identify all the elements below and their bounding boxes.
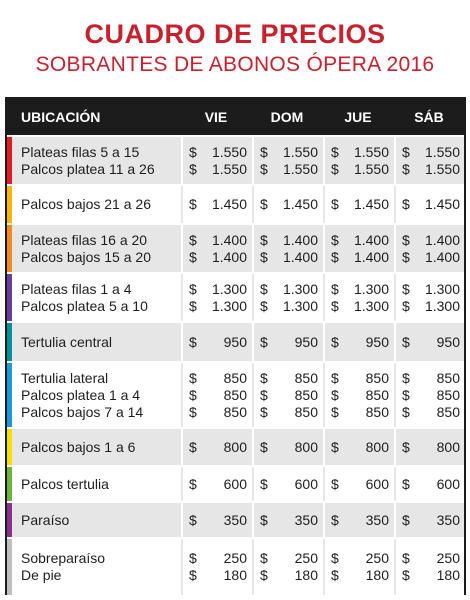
price-value: 800 xyxy=(436,438,460,455)
price-cell xyxy=(252,186,322,223)
price-value: 1.300 xyxy=(424,297,460,314)
currency-symbol: $ xyxy=(189,160,197,177)
price-cell xyxy=(252,429,322,465)
currency-symbol: $ xyxy=(331,280,339,297)
price-value: 800 xyxy=(294,438,318,455)
currency-symbol: $ xyxy=(260,160,268,177)
price-cell xyxy=(323,503,393,537)
price-cell xyxy=(181,363,251,427)
currency-symbol: $ xyxy=(331,386,339,403)
currency-symbol: $ xyxy=(331,550,339,566)
location-cell xyxy=(21,137,179,184)
currency-symbol: $ xyxy=(402,196,410,212)
currency-symbol: $ xyxy=(260,143,268,160)
price-value: 1.550 xyxy=(211,143,247,160)
table-row xyxy=(7,465,464,501)
currency-symbol: $ xyxy=(189,143,197,160)
currency-symbol: $ xyxy=(189,550,197,566)
location-cell xyxy=(21,429,179,465)
location-label: Tertulia central xyxy=(21,333,113,350)
currency-symbol: $ xyxy=(260,550,268,566)
price-value: 180 xyxy=(294,567,318,583)
currency-symbol: $ xyxy=(260,333,268,350)
location-label: Sobreparaíso xyxy=(21,550,106,566)
currency-symbol: $ xyxy=(260,386,268,403)
table-row xyxy=(7,272,464,321)
price-value: 1.300 xyxy=(211,297,247,314)
location-label: Plateas filas 16 a 20 xyxy=(21,231,148,248)
currency-symbol: $ xyxy=(402,231,410,248)
currency-symbol: $ xyxy=(260,511,268,528)
price-value: 350 xyxy=(294,511,318,528)
location-cell xyxy=(21,323,179,361)
price-cell xyxy=(323,225,393,272)
currency-symbol: $ xyxy=(402,143,410,160)
price-cell xyxy=(394,225,464,272)
price-cell xyxy=(323,186,393,223)
price-value: 1.550 xyxy=(424,143,460,160)
row-color-stripe xyxy=(7,503,12,537)
location-cell xyxy=(21,274,179,321)
price-cell xyxy=(394,274,464,321)
price-value: 350 xyxy=(365,511,389,528)
price-value: 950 xyxy=(365,333,389,350)
currency-symbol: $ xyxy=(331,403,339,420)
location-cell xyxy=(21,363,179,427)
price-value: 1.300 xyxy=(424,280,460,297)
currency-symbol: $ xyxy=(402,567,410,583)
price-value: 850 xyxy=(365,403,389,420)
price-cell xyxy=(181,429,251,465)
price-cell xyxy=(323,137,393,184)
currency-symbol: $ xyxy=(189,475,197,492)
row-color-stripe xyxy=(7,274,12,321)
location-label: Plateas filas 1 a 4 xyxy=(21,280,132,297)
price-cell xyxy=(181,225,251,272)
currency-symbol: $ xyxy=(402,297,410,314)
currency-symbol: $ xyxy=(331,196,339,212)
currency-symbol: $ xyxy=(260,231,268,248)
currency-symbol: $ xyxy=(331,143,339,160)
price-cell xyxy=(323,539,393,595)
price-cell xyxy=(394,363,464,427)
location-label: Palcos platea 1 a 4 xyxy=(21,386,141,403)
location-label: Tertulia lateral xyxy=(21,369,109,386)
price-value: 1.550 xyxy=(211,160,247,177)
price-value: 850 xyxy=(223,403,247,420)
price-cell xyxy=(181,467,251,501)
currency-symbol: $ xyxy=(331,248,339,265)
location-label: Palcos bajos 1 a 6 xyxy=(21,438,136,455)
price-cell xyxy=(252,539,322,595)
price-value: 1.400 xyxy=(424,248,460,265)
price-value: 1.550 xyxy=(282,143,318,160)
row-color-stripe xyxy=(7,363,12,427)
currency-symbol: $ xyxy=(260,280,268,297)
price-value: 350 xyxy=(436,511,460,528)
column-header-vie: VIE xyxy=(204,109,228,125)
currency-symbol: $ xyxy=(189,511,197,528)
currency-symbol: $ xyxy=(189,280,197,297)
price-value: 1.550 xyxy=(282,160,318,177)
price-value: 850 xyxy=(223,369,247,386)
price-cell xyxy=(252,225,322,272)
price-value: 1.400 xyxy=(353,231,389,248)
currency-symbol: $ xyxy=(402,280,410,297)
location-cell xyxy=(21,225,179,272)
currency-symbol: $ xyxy=(189,369,197,386)
price-value: 180 xyxy=(436,567,460,583)
price-value: 850 xyxy=(365,386,389,403)
row-color-stripe xyxy=(7,137,12,184)
price-value: 180 xyxy=(365,567,389,583)
price-table xyxy=(5,97,466,595)
location-cell xyxy=(21,186,179,223)
price-value: 250 xyxy=(294,550,318,566)
table-row xyxy=(7,135,464,184)
location-cell xyxy=(21,467,179,501)
price-cell xyxy=(323,323,393,361)
page-header xyxy=(0,18,470,78)
price-value: 850 xyxy=(436,386,460,403)
currency-symbol: $ xyxy=(402,369,410,386)
price-value: 800 xyxy=(223,438,247,455)
location-label: Palcos bajos 7 a 14 xyxy=(21,403,144,420)
price-cell xyxy=(181,323,251,361)
currency-symbol: $ xyxy=(260,567,268,583)
location-label: Palcos platea 11 a 26 xyxy=(21,160,155,177)
currency-symbol: $ xyxy=(331,160,339,177)
price-value: 1.300 xyxy=(211,280,247,297)
table-header xyxy=(7,99,464,135)
price-value: 1.400 xyxy=(282,231,318,248)
price-cell xyxy=(394,186,464,223)
location-cell xyxy=(21,539,179,595)
price-cell xyxy=(394,539,464,595)
location-label: Plateas filas 5 a 15 xyxy=(21,143,140,160)
price-cell xyxy=(252,137,322,184)
column-header-dom: DOM xyxy=(270,109,304,125)
currency-symbol: $ xyxy=(189,438,197,455)
currency-symbol: $ xyxy=(260,248,268,265)
location-label: Palcos bajos 15 a 20 xyxy=(21,248,151,265)
price-value: 250 xyxy=(436,550,460,566)
price-cell xyxy=(181,137,251,184)
price-value: 600 xyxy=(294,475,318,492)
price-value: 1.300 xyxy=(353,280,389,297)
price-cell xyxy=(252,503,322,537)
price-cell xyxy=(181,274,251,321)
currency-symbol: $ xyxy=(402,248,410,265)
currency-symbol: $ xyxy=(331,333,339,350)
currency-symbol: $ xyxy=(331,511,339,528)
currency-symbol: $ xyxy=(260,475,268,492)
currency-symbol: $ xyxy=(189,231,197,248)
price-value: 1.400 xyxy=(211,231,247,248)
price-cell xyxy=(394,503,464,537)
price-cell xyxy=(394,137,464,184)
row-color-stripe xyxy=(7,467,12,501)
currency-symbol: $ xyxy=(260,403,268,420)
currency-symbol: $ xyxy=(331,297,339,314)
row-color-stripe xyxy=(7,186,12,223)
currency-symbol: $ xyxy=(402,438,410,455)
price-cell xyxy=(323,429,393,465)
price-cell xyxy=(181,503,251,537)
currency-symbol: $ xyxy=(331,475,339,492)
price-cell xyxy=(252,467,322,501)
price-cell xyxy=(323,274,393,321)
price-value: 1.450 xyxy=(353,196,389,212)
price-cell xyxy=(252,363,322,427)
price-value: 850 xyxy=(365,369,389,386)
page-subtitle: SOBRANTES DE ABONOS ÓPERA 2016 xyxy=(35,53,435,76)
price-value: 950 xyxy=(436,333,460,350)
location-label: Palcos bajos 21 a 26 xyxy=(21,196,151,212)
price-cell xyxy=(323,467,393,501)
price-value: 1.300 xyxy=(353,297,389,314)
price-cell xyxy=(394,467,464,501)
row-color-stripe xyxy=(7,225,12,272)
price-value: 1.450 xyxy=(424,196,460,212)
currency-symbol: $ xyxy=(402,475,410,492)
table-row xyxy=(7,321,464,361)
currency-symbol: $ xyxy=(189,196,197,212)
price-value: 1.400 xyxy=(353,248,389,265)
price-value: 800 xyxy=(365,438,389,455)
price-cell xyxy=(181,539,251,595)
price-value: 1.400 xyxy=(424,231,460,248)
column-header-sab: SÁB xyxy=(414,109,444,125)
currency-symbol: $ xyxy=(260,369,268,386)
table-row xyxy=(7,427,464,465)
currency-symbol: $ xyxy=(402,160,410,177)
currency-symbol: $ xyxy=(402,403,410,420)
price-value: 850 xyxy=(223,386,247,403)
row-color-stripe xyxy=(7,429,12,465)
currency-symbol: $ xyxy=(189,333,197,350)
price-value: 1.450 xyxy=(282,196,318,212)
price-value: 1.400 xyxy=(282,248,318,265)
price-value: 600 xyxy=(365,475,389,492)
price-value: 1.300 xyxy=(282,280,318,297)
price-value: 850 xyxy=(294,403,318,420)
table-row xyxy=(7,184,464,223)
price-value: 1.550 xyxy=(424,160,460,177)
currency-symbol: $ xyxy=(331,231,339,248)
price-value: 850 xyxy=(294,369,318,386)
price-value: 1.300 xyxy=(282,297,318,314)
price-value: 600 xyxy=(223,475,247,492)
price-value: 850 xyxy=(436,403,460,420)
currency-symbol: $ xyxy=(189,403,197,420)
price-value: 1.550 xyxy=(353,160,389,177)
price-cell xyxy=(181,186,251,223)
currency-symbol: $ xyxy=(260,297,268,314)
price-value: 950 xyxy=(223,333,247,350)
price-value: 1.550 xyxy=(353,143,389,160)
price-value: 850 xyxy=(294,386,318,403)
location-label: Paraíso xyxy=(21,511,70,528)
currency-symbol: $ xyxy=(189,567,197,583)
currency-symbol: $ xyxy=(189,386,197,403)
currency-symbol: $ xyxy=(260,196,268,212)
row-color-stripe xyxy=(7,539,12,595)
table-row xyxy=(7,223,464,272)
table-row xyxy=(7,361,464,427)
price-cell xyxy=(252,323,322,361)
price-value: 1.450 xyxy=(211,196,247,212)
currency-symbol: $ xyxy=(402,333,410,350)
price-cell xyxy=(394,323,464,361)
price-value: 950 xyxy=(294,333,318,350)
price-value: 1.400 xyxy=(211,248,247,265)
location-label: Palcos platea 5 a 10 xyxy=(21,297,148,314)
price-value: 250 xyxy=(223,550,247,566)
price-cell xyxy=(323,363,393,427)
location-label: De pie xyxy=(21,567,62,583)
price-value: 250 xyxy=(365,550,389,566)
currency-symbol: $ xyxy=(189,297,197,314)
currency-symbol: $ xyxy=(402,511,410,528)
column-header-jue: JUE xyxy=(344,109,372,125)
currency-symbol: $ xyxy=(331,369,339,386)
page-title: CUADRO DE PRECIOS xyxy=(84,19,386,49)
price-value: 850 xyxy=(436,369,460,386)
row-color-stripe xyxy=(7,323,12,361)
price-cell xyxy=(394,429,464,465)
price-cell xyxy=(252,274,322,321)
currency-symbol: $ xyxy=(402,386,410,403)
currency-symbol: $ xyxy=(402,550,410,566)
location-label: Palcos tertulia xyxy=(21,475,109,492)
currency-symbol: $ xyxy=(331,567,339,583)
currency-symbol: $ xyxy=(331,438,339,455)
price-value: 350 xyxy=(223,511,247,528)
currency-symbol: $ xyxy=(260,438,268,455)
column-header-location: UBICACIÓN xyxy=(21,109,101,125)
price-value: 600 xyxy=(436,475,460,492)
location-cell xyxy=(21,503,179,537)
table-row xyxy=(7,501,464,537)
table-row xyxy=(7,537,464,595)
price-value: 180 xyxy=(223,567,247,583)
currency-symbol: $ xyxy=(189,248,197,265)
